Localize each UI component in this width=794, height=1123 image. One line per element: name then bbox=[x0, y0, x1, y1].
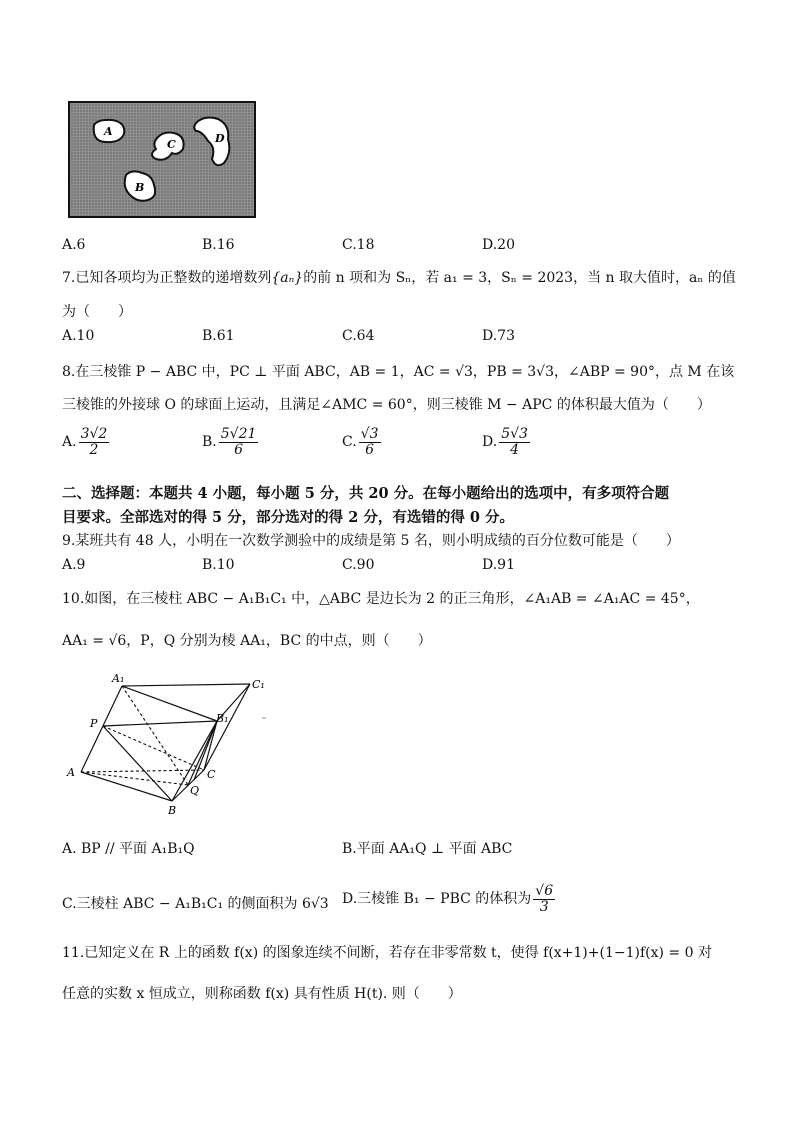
q11-line2: 任意的实数 x 恒成立，则称函数 f(x) 具有性质 H(t). 则（ ） bbox=[62, 986, 462, 1002]
map-label-b: B bbox=[135, 181, 145, 194]
map-label-a: A bbox=[104, 125, 113, 138]
q9-option-d[interactable]: D.91 bbox=[482, 557, 515, 573]
section2-line1: 二、选择题：本题共 4 小题，每小题 5 分，共 20 分。在每小题给出的选项中，有多项符合题 bbox=[62, 485, 670, 502]
label-a: A bbox=[67, 766, 75, 779]
label-a1: A₁ bbox=[112, 672, 125, 685]
q6-option-c[interactable]: C.18 bbox=[342, 237, 375, 253]
map-label-c: C bbox=[167, 138, 176, 151]
q9-option-a[interactable]: A.9 bbox=[62, 557, 86, 573]
label-p: P bbox=[90, 717, 98, 730]
q9-option-c[interactable]: C.90 bbox=[342, 557, 375, 573]
q10-line2: AA₁ = √6，P，Q 分别为棱 AA₁，BC 的中点，则（ ） bbox=[62, 633, 432, 649]
q8-option-c[interactable]: C. $\frac{√3}{6}$ bbox=[342, 426, 379, 458]
label-c1: C₁ bbox=[252, 678, 265, 691]
label-b1: B₁ bbox=[216, 712, 229, 725]
q10-option-b[interactable]: B.平面 AA₁Q ⊥ 平面 ABC bbox=[342, 841, 513, 857]
edge-b-c bbox=[172, 770, 204, 801]
q6-option-d[interactable]: D.20 bbox=[482, 237, 515, 253]
q10-option-a[interactable]: A. BP // 平面 A₁B₁Q bbox=[62, 841, 195, 857]
q8-line1: 8.在三棱锥 P − ABC 中，PC ⊥ 平面 ABC，AB = 1，AC = √3，PB = 3√3，∠ABP = 90°，点 M 在该 bbox=[62, 364, 735, 380]
q6-option-a[interactable]: A.6 bbox=[62, 237, 86, 253]
edge-c1-c bbox=[204, 684, 250, 770]
q8-option-a[interactable]: A. $\frac{3√2}{2}$ bbox=[62, 426, 108, 458]
label-c: C bbox=[207, 768, 216, 781]
label-b: B bbox=[168, 804, 177, 817]
hidden-a-c bbox=[81, 770, 204, 772]
label-q: Q bbox=[190, 784, 200, 797]
q8-option-d[interactable]: D. $\frac{5√3}{4}$ bbox=[482, 426, 528, 458]
map-label-d: D bbox=[215, 132, 225, 145]
q7-line2: 为（ ） bbox=[62, 304, 132, 320]
q7-option-c[interactable]: C.64 bbox=[342, 328, 375, 344]
q7-option-b[interactable]: B.61 bbox=[202, 328, 235, 344]
q8-line2: 三棱锥的外接球 O 的球面上运动，且满足∠AMC = 60°，则三棱锥 M − APC 的体积最大值为（ ） bbox=[62, 397, 711, 413]
q7-line1: 7.已知各项均为正整数的递增数列{aₙ}的前 n 项和为 Sₙ，若 a₁ = 3，Sₙ = 2023，当 n 取大值时，aₙ 的值 bbox=[62, 270, 736, 286]
edge-a1-a bbox=[81, 686, 122, 772]
edge-a1-c1 bbox=[122, 684, 250, 686]
q7-option-a[interactable]: A.10 bbox=[62, 328, 95, 344]
q11-line1: 11.已知定义在 R 上的函数 f(x) 的图象连续不间断，若存在非零常数 t，使得 f(x+1)+(1−1)f(x) = 0 对 bbox=[62, 945, 712, 961]
prism-figure bbox=[62, 668, 282, 818]
q8-option-b[interactable]: B. $\frac{5√21}{6}$ bbox=[202, 426, 257, 458]
seg-p-b1 bbox=[103, 721, 217, 726]
q10-option-c[interactable]: C.三棱柱 ABC − A₁B₁C₁ 的侧面积为 6√3 bbox=[62, 896, 329, 912]
section2-line2: 目要求。全部选对的得 5 分，部分选对的得 2 分，有选错的得 0 分。 bbox=[62, 509, 515, 526]
q10-option-d[interactable]: D.三棱锥 B₁ − PBC 的体积为 $\frac{√6}{3}$ bbox=[342, 883, 554, 915]
q6-option-b[interactable]: B.16 bbox=[202, 237, 235, 253]
map-figure bbox=[68, 101, 256, 218]
q10-line1: 10.如图，在三棱柱 ABC − A₁B₁C₁ 中，△ABC 是边长为 2 的正三角形，∠A₁AB = ∠A₁AC = 45°， bbox=[62, 591, 700, 607]
q7-option-d[interactable]: D.73 bbox=[482, 328, 515, 344]
q9-text: 9.某班共有 48 人，小明在一次数学测验中的成绩是第 5 名，则小明成绩的百分位数可能是（ ） bbox=[62, 533, 680, 549]
q9-option-b[interactable]: B.10 bbox=[202, 557, 235, 573]
hidden-a-q bbox=[81, 772, 188, 785]
edge-a1-b1 bbox=[122, 686, 217, 721]
hidden-a1-q bbox=[122, 686, 188, 785]
